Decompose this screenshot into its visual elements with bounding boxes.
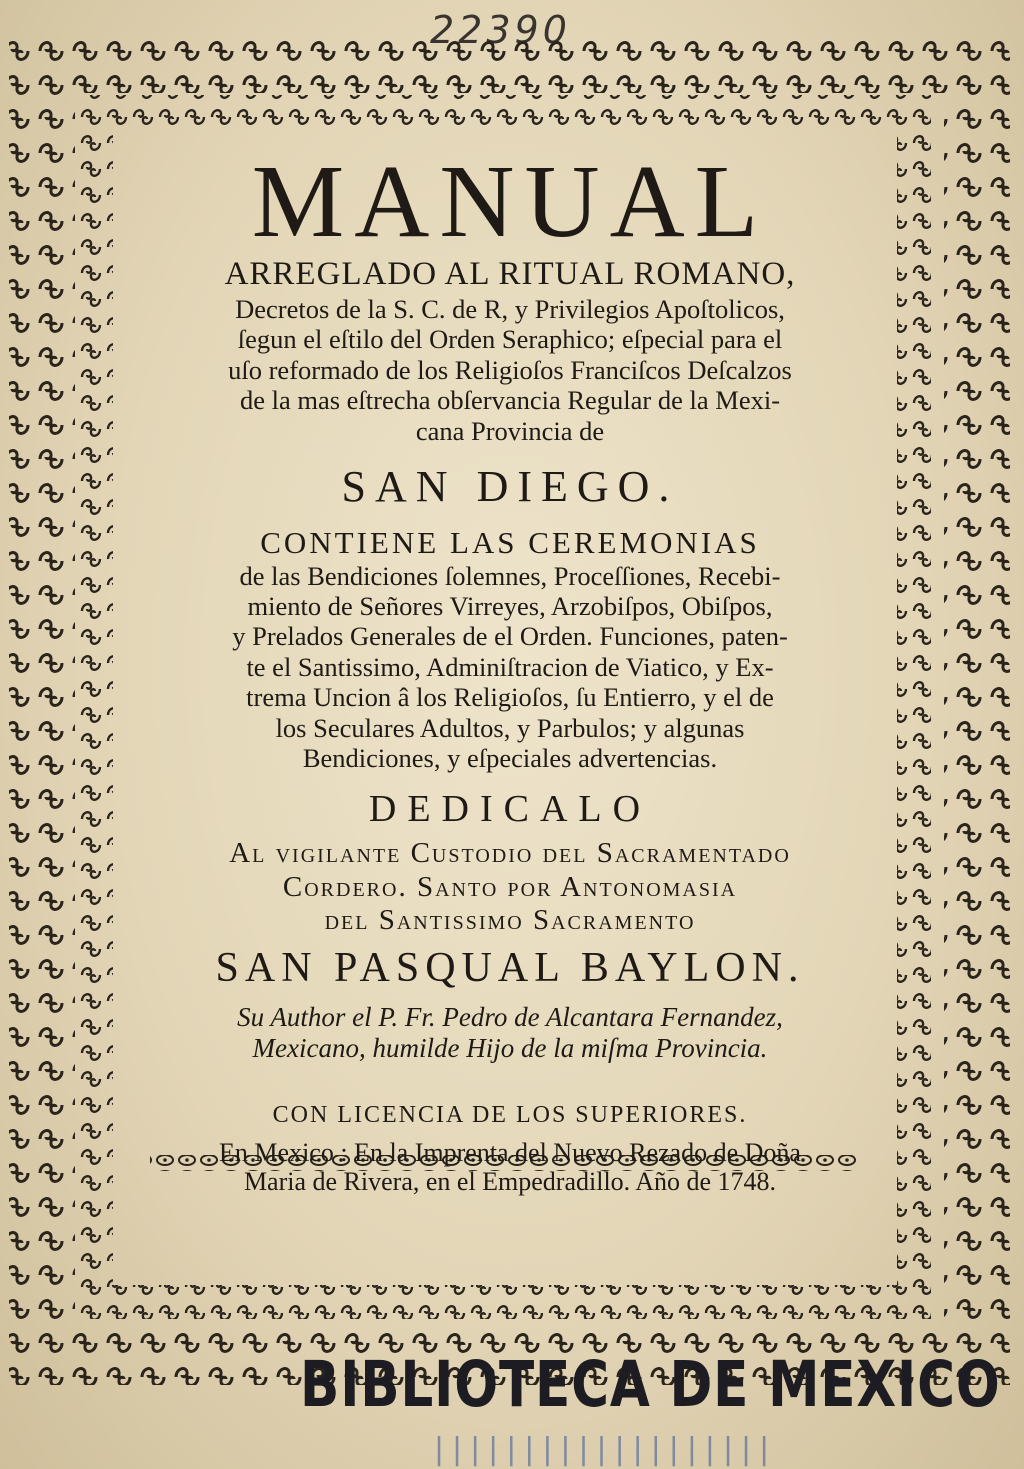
ornament-rule <box>125 1074 895 1096</box>
contiene-heading: CONTIENE LAS CEREMONIAS <box>260 524 760 560</box>
dedicalo-heading: DEDICALO <box>368 787 652 830</box>
contents-line: miento de Señores Virreyes, Arzobiſpos, Obiſpos, <box>247 590 773 621</box>
province-name: SAN DIEGO. <box>341 462 679 512</box>
author-line: Mexicano, humilde Hijo de la miſma Provincia. <box>252 1032 768 1063</box>
intro-line: cana Provincia de <box>415 415 605 446</box>
author-line: Su Author el P. Fr. Pedro de Alcantara Fernandez, <box>237 1001 783 1032</box>
contents-line: los Seculares Adultos, y Parbulos; y algunas <box>275 712 745 743</box>
library-stamp-text: BIBLIOTECA DE MEXICO <box>300 1348 1001 1421</box>
dedication-line: Al vigilante Custodio del Sacramentado <box>229 837 791 870</box>
contents-line: te el Santissimo, Adminiſtracion de Viatico, y Ex- <box>246 651 774 682</box>
saint-name: SAN PASQUAL BAYLON. <box>215 944 805 991</box>
blue-ink-stamp: ||||||||||||||||||| <box>430 1432 774 1467</box>
intro-line: de la mas eſtrecha obſervancia Regular de la Mexi- <box>239 385 781 416</box>
contents-line: y Prelados Generales de el Orden. Funciones, paten- <box>232 621 788 652</box>
dedication-line: Cordero. Santo por Antonomasia <box>282 870 738 903</box>
contents-line: trema Uncion â los Religioſos, ſu Entierro, y el de <box>246 682 774 713</box>
dedication-line: del Santissimo Sacramento <box>324 904 696 937</box>
title-page-text <box>125 144 895 1197</box>
contents-line: Bendiciones, y eſpeciales advertencias. <box>302 743 718 774</box>
imprint-block <box>125 1138 895 1198</box>
intro-line: Decretos de la S. C. de R, y Privilegios Apoſtolicos, <box>235 293 785 324</box>
handwritten-catalog-number: 22390 <box>430 8 571 52</box>
author-block <box>125 1002 895 1064</box>
contents-line: de las Bendiciones ſolemnes, Proceſſiones, Recebi- <box>239 560 781 591</box>
book-subtitle: ARREGLADO AL RITUAL ROMANO, <box>224 256 796 292</box>
imprint-line: Maria de Rivera, en el Empedradillo. Año de 1748. <box>243 1167 777 1197</box>
contents-block <box>125 561 895 774</box>
book-title: MANUAL <box>251 144 769 259</box>
imprint-line: En Mexico : En la Imprenta del Nuevo Rezado de Doña <box>219 1137 801 1167</box>
intro-line: ſegun el eſtilo del Orden Seraphico; eſpecial para el <box>237 324 783 355</box>
dedication-block <box>125 837 895 937</box>
intro-block <box>125 294 895 446</box>
intro-line: uſo reformado de los Religioſos Franciſcos Deſcalzos <box>228 354 792 385</box>
license-line: CON LICENCIA DE LOS SUPERIORES. <box>272 1101 748 1128</box>
